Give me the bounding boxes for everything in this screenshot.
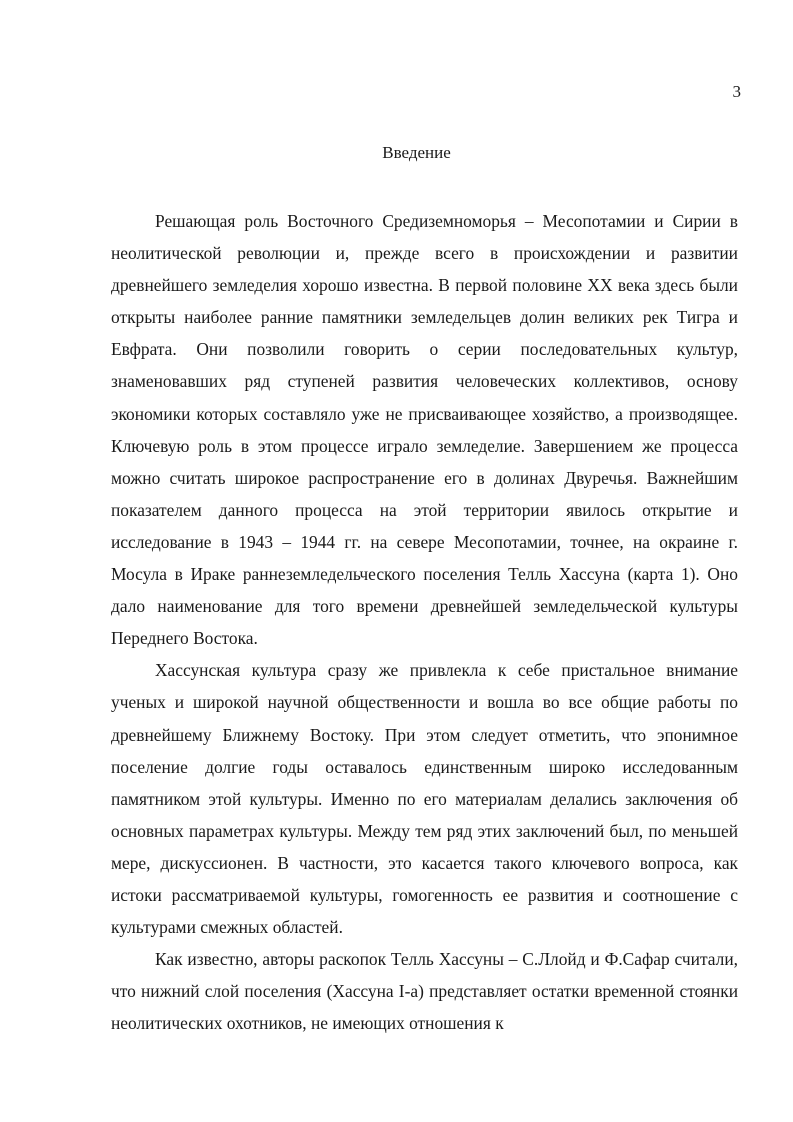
section-heading: Введение <box>382 143 451 162</box>
body-text <box>111 205 738 1039</box>
paragraph: Как известно, авторы раскопок Телль Хассуны – С.Ллойд и Ф.Сафар считали, что нижний слой поселения (Хассуна I-а) представляет остатки временной стоянки неолитических охотников, не имеющих отношения к <box>111 949 738 1034</box>
page-number: 3 <box>732 82 741 101</box>
paragraph: Решающая роль Восточного Средиземноморья – Месопотамии и Сирии в неолитической революции и, прежде всего в происхождении и развитии древнейшего земледелия хорошо известна. В первой половине XX века здесь были открыты наиболее ранние памятники земледельцев долин великих рек Тигра и Евфрата. Они позволили говорить о серии последовательных культур, знаменовавших ряд ступеней развития человеческих коллективов, основу экономики которых составляло уже не присваивающее хозяйство, а производящее. Ключевую роль в этом процессе играло земледелие. Завершением же процесса можно считать широкое распространение его в долинах Двуречья. Важнейшим показателем данного процесса на этой территории явилось открытие и исследование в 1943 – 1944 гг. на севере Месопотамии, точнее, на окраине г. Мосула в Ираке раннеземледельческого поселения Телль Хассуна (карта 1). Оно дало наименование для того времени древнейшей земледельческой культуры Переднего Востока. <box>111 211 738 649</box>
paragraph: Хассунская культура сразу же привлекла к себе пристальное внимание ученых и широкой научной общественности и вошла во все общие работы по древнейшему Ближнему Востоку. При этом следует отметить, что эпонимное поселение долгие годы оставалось единственным широко исследованным памятником этой культуры. Именно по его материалам делались заключения об основных параметрах культуры. Между тем ряд этих заключений был, по меньшей мере, дискуссионен. В частности, это касается такого ключевого вопроса, как истоки рассматриваемой культуры, гомогенность ее развития и соотношение с культурами смежных областей. <box>111 660 738 938</box>
